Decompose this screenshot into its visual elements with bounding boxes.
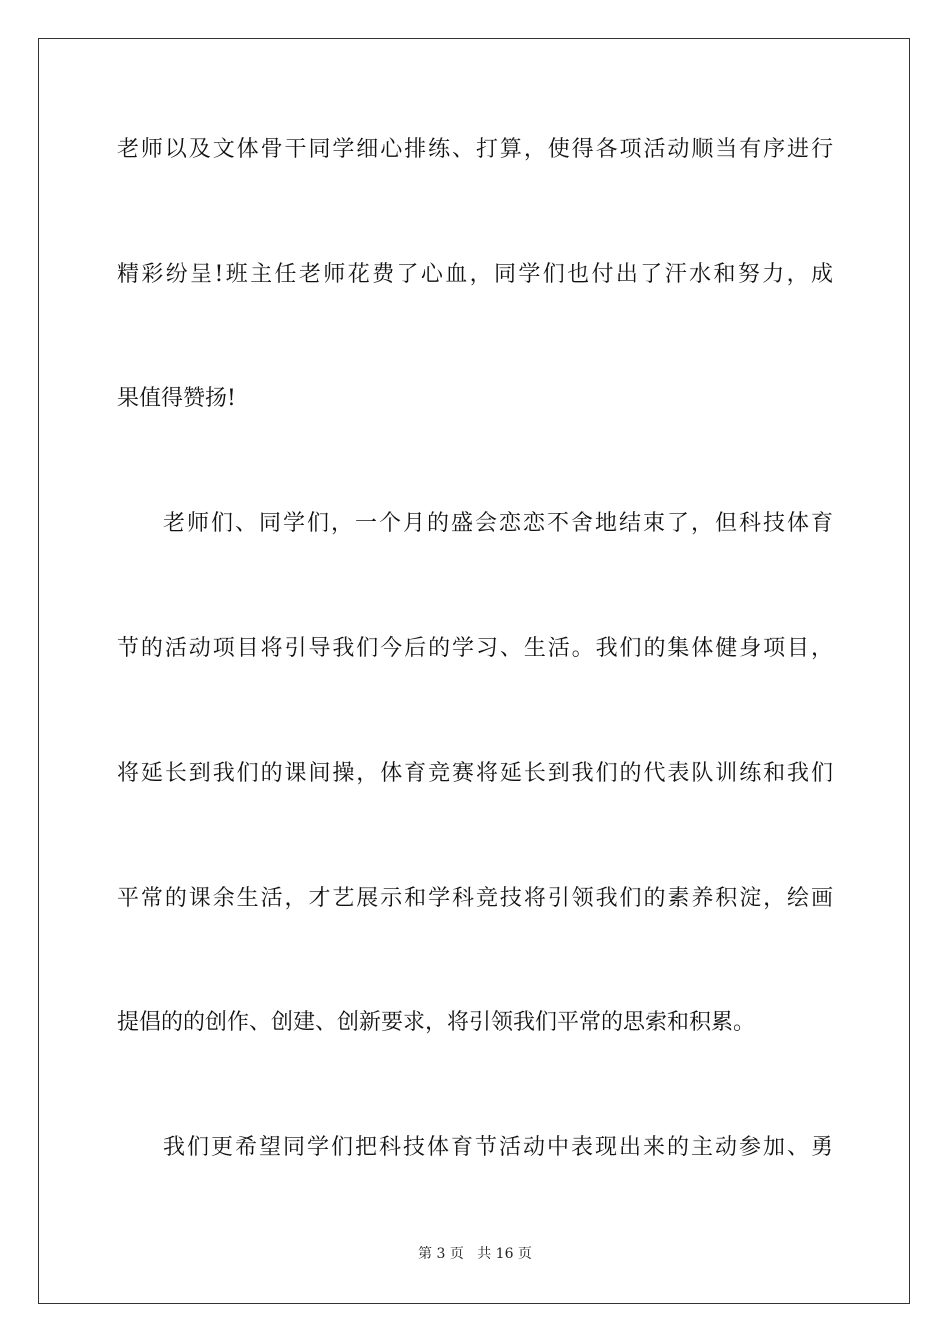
paragraph-line-8: 提倡的的创作、创建、创新要求，将引领我们平常的思索和积累。 <box>117 1010 756 1035</box>
footer-separator <box>464 1246 477 1262</box>
paragraph-line-3: 果值得赞扬! <box>117 386 236 411</box>
paragraph-line-7: 平常的课余生活，才艺展示和学科竞技将引领我们的素养积淀，绘画 <box>117 886 833 911</box>
paragraph-line-9: 我们更希望同学们把科技体育节活动中表现出来的主动参加、勇 <box>163 1135 833 1160</box>
paragraph-line-6: 将延长到我们的课间操，体育竞赛将延长到我们的代表队训练和我们 <box>117 761 833 786</box>
page-total: 共 16 页 <box>477 1246 532 1262</box>
page-footer <box>0 1244 950 1264</box>
paragraph-line-1: 老师以及文体骨干同学细心排练、打算，使得各项活动顺当有序进行 <box>117 137 833 162</box>
paragraph-line-2: 精彩纷呈!班主任老师花费了心血，同学们也付出了汗水和努力，成 <box>117 262 833 287</box>
paragraph-line-5: 节的活动项目将引导我们今后的学习、生活。我们的集体健身项目， <box>117 636 833 661</box>
page-number: 第 3 页 <box>418 1246 464 1262</box>
page-border <box>38 38 910 1304</box>
paragraph-line-4: 老师们、同学们，一个月的盛会恋恋不舍地结束了，但科技体育 <box>163 511 833 536</box>
